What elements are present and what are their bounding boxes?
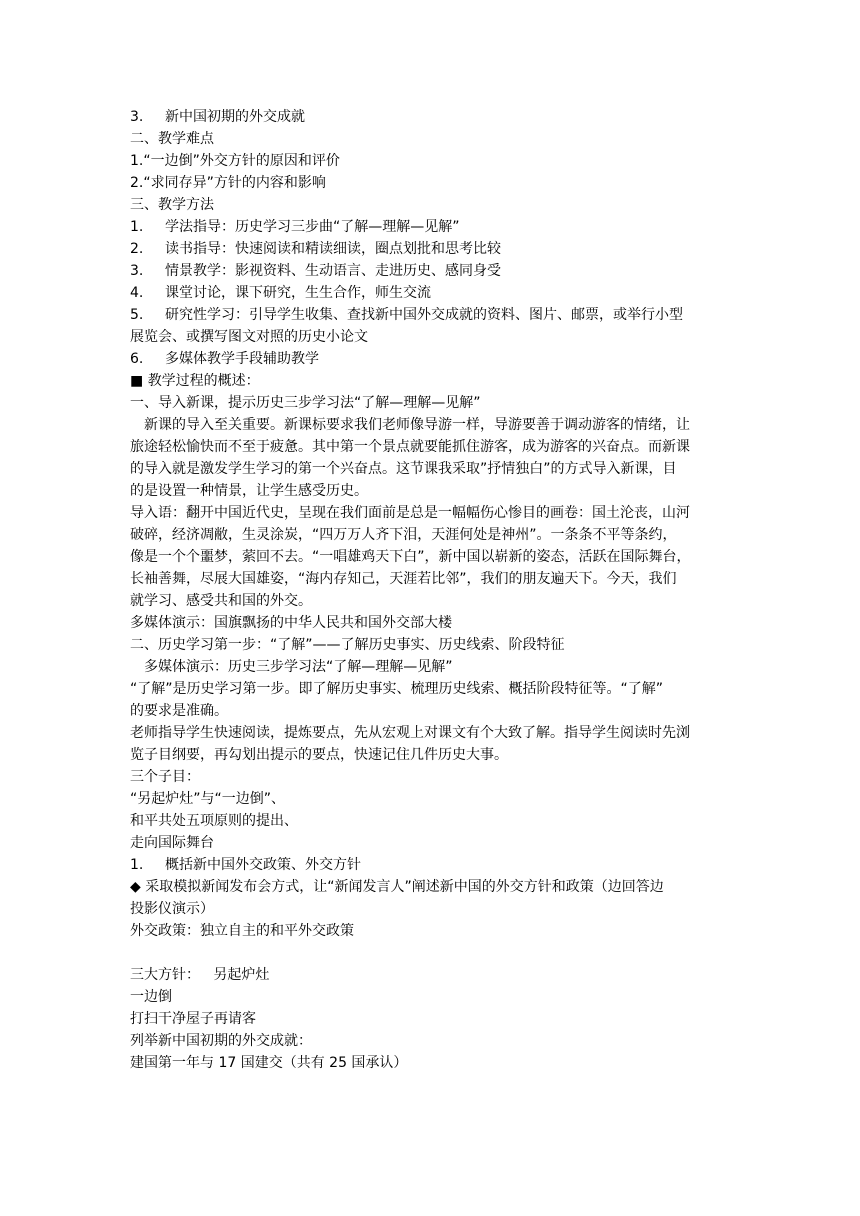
item-text: 情景教学：影视资料、生动语言、走进历史、感同身受 bbox=[165, 263, 501, 279]
doc-line: 列举新中国初期的外交成就： bbox=[130, 1033, 312, 1049]
doc-line bbox=[130, 964, 750, 986]
doc-line: 多媒体演示：历史三步学习法“了解—理解—见解” bbox=[144, 659, 453, 675]
doc-line bbox=[130, 282, 750, 304]
doc-line bbox=[130, 260, 750, 282]
section-heading: 二、历史学习第一步：“了解”——了解历史事实、历史线索、阶段特征 bbox=[130, 637, 565, 653]
doc-line: 展览会、或撰写图文对照的历史小论文 bbox=[130, 329, 368, 345]
item-text: 新中国初期的外交成就 bbox=[165, 109, 305, 125]
doc-line: 新课的导入至关重要。新课标要求我们老师像导游一样，导游要善于调动游客的情绪，让 bbox=[144, 417, 690, 433]
item-text: 读书指导：快速阅读和精读细读，圈点划批和思考比较 bbox=[165, 241, 501, 257]
doc-line: 打扫干净屋子再请客 bbox=[130, 1011, 256, 1027]
doc-line: 的是设置一种情景，让学生感受历史。 bbox=[130, 483, 368, 499]
doc-line: 就学习、感受共和国的外交。 bbox=[130, 593, 312, 609]
doc-line: 建国第一年与 17 国建交（共有 25 国承认） bbox=[130, 1055, 408, 1071]
doc-line bbox=[130, 370, 750, 392]
square-bullet-icon: ■ bbox=[130, 373, 144, 389]
section-heading: 一、导入新课，提示历史三步学习法“了解—理解—见解” bbox=[130, 395, 481, 411]
doc-line: 多媒体演示：国旗飘扬的中华人民共和国外交部大楼 bbox=[130, 615, 452, 631]
blank-line bbox=[130, 942, 750, 964]
doc-line: 老师指导学生快速阅读，提炼要点，先从宏观上对课文有个大致了解。指导学生阅读时先浏 bbox=[130, 725, 690, 741]
doc-line: 2.“求同存异”方针的内容和影响 bbox=[130, 175, 326, 191]
item-label: 三大方针： bbox=[130, 967, 200, 983]
doc-line: 走向国际舞台 bbox=[130, 835, 214, 851]
item-number: 6. bbox=[130, 351, 144, 367]
doc-line: “了解”是历史学习第一步。即了解历史事实、梳理历史线索、概括阶段特征等。“了解” bbox=[130, 681, 664, 697]
doc-line bbox=[130, 854, 750, 876]
item-number: 3. bbox=[130, 263, 144, 279]
item-text: 研究性学习：引导学生收集、查找新中国外交成就的资料、图片、邮票，或举行小型 bbox=[165, 307, 683, 323]
doc-line: 投影仪演示） bbox=[130, 901, 214, 917]
doc-line bbox=[130, 238, 750, 260]
doc-line: 1.“一边倒”外交方针的原因和评价 bbox=[130, 153, 340, 169]
section-heading: 三、教学方法 bbox=[130, 197, 214, 213]
doc-line bbox=[130, 216, 750, 238]
doc-line: 三个子目： bbox=[130, 769, 200, 785]
diamond-bullet-icon: ◆ bbox=[130, 879, 141, 895]
doc-line: 破碎，经济凋敝，生灵涂炭，“四万万人齐下泪，天涯何处是神州”。一条条不平等条约， bbox=[130, 527, 677, 543]
item-number: 4. bbox=[130, 285, 144, 301]
doc-line: 的导入就是激发学生学习的第一个兴奋点。这节课我采取”抒情独白”的方式导入新课，目 bbox=[130, 461, 677, 477]
item-text: 采取模拟新闻发布会方式，让“新闻发言人”阐述新中国的外交方针和政策（边回答边 bbox=[145, 879, 664, 895]
section-heading: 二、教学难点 bbox=[130, 131, 214, 147]
doc-line: 和平共处五项原则的提出、 bbox=[130, 813, 298, 829]
doc-line bbox=[130, 348, 750, 370]
doc-line: 导入语：翻开中国近代史，呈现在我们面前是总是一幅幅伤心惨目的画卷：国土沦丧，山河 bbox=[130, 505, 690, 521]
doc-line: 览子目纲要，再勾划出提示的要点，快速记住几件历史大事。 bbox=[130, 747, 508, 763]
doc-line: “另起炉灶”与“一边倒”、 bbox=[130, 791, 286, 807]
doc-line bbox=[130, 876, 750, 898]
item-number: 5. bbox=[130, 307, 144, 323]
item-text: 学法指导：历史学习三步曲“了解—理解—见解” bbox=[165, 219, 460, 235]
doc-line: 像是一个个噩梦，萦回不去。“一唱雄鸡天下白”，新中国以崭新的姿态，活跃在国际舞台， bbox=[130, 549, 691, 565]
item-number: 1. bbox=[130, 857, 144, 873]
item-text: 课堂讨论，课下研究，生生合作，师生交流 bbox=[165, 285, 431, 301]
doc-line bbox=[130, 304, 750, 326]
item-text: 概括新中国外交政策、外交方针 bbox=[165, 857, 361, 873]
doc-line bbox=[130, 106, 750, 128]
item-number: 2. bbox=[130, 241, 144, 257]
doc-line: 旅途轻松愉快而不至于疲惫。其中第一个景点就要能抓住游客，成为游客的兴奋点。而新课 bbox=[130, 439, 690, 455]
document-page bbox=[130, 106, 750, 1074]
doc-line: 外交政策：独立自主的和平外交政策 bbox=[130, 923, 354, 939]
item-text: 教学过程的概述： bbox=[147, 373, 260, 389]
item-text: 多媒体教学手段辅助教学 bbox=[165, 351, 319, 367]
item-text: 另起炉灶 bbox=[213, 967, 270, 983]
item-number: 1. bbox=[130, 219, 144, 235]
doc-line: 长袖善舞，尽展大国雄姿，“海内存知己，天涯若比邻”，我们的朋友遍天下。今天，我们 bbox=[130, 571, 677, 587]
doc-line: 的要求是准确。 bbox=[130, 703, 228, 719]
doc-line: 一边倒 bbox=[130, 989, 172, 1005]
item-number: 3. bbox=[130, 109, 144, 125]
